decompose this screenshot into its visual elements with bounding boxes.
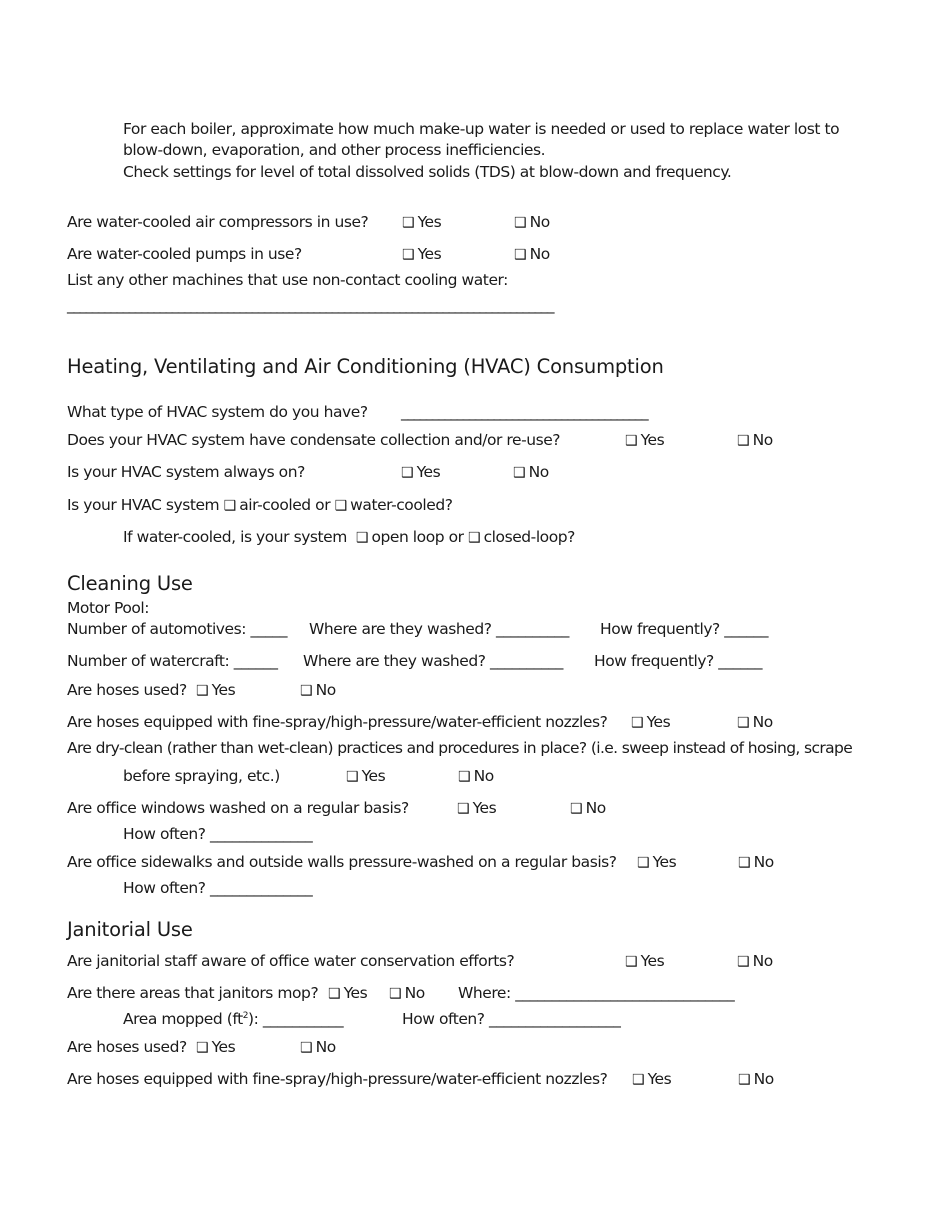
checkbox-icon[interactable]: ❑: [738, 1072, 751, 1088]
yes-label: Yes: [640, 431, 665, 449]
q-hvac-always-on-yes[interactable]: [401, 463, 440, 482]
q-dryclean-line-2: before spraying, etc.): [123, 767, 280, 785]
checkbox-icon[interactable]: ❑: [355, 530, 369, 546]
checkbox-icon[interactable]: ❑: [625, 433, 638, 449]
checkbox-icon[interactable]: ❑: [468, 530, 481, 546]
no-label: No: [528, 463, 549, 481]
q-janitorial-aware-no[interactable]: [737, 952, 773, 971]
checkbox-icon[interactable]: ❑: [196, 1040, 209, 1056]
q-mop: Are there areas that janitors mop?: [67, 984, 319, 1002]
area-mopped-prefix: Area mopped (ft: [123, 1010, 243, 1028]
q-compressors: Are water-cooled air compressors in use?: [67, 213, 369, 231]
closed-loop-label: closed-loop?: [483, 528, 575, 546]
yes-label: Yes: [647, 1070, 672, 1088]
q-pumps-no[interactable]: [514, 245, 550, 264]
checkbox-icon[interactable]: ❑: [514, 215, 527, 231]
q-compressors-no[interactable]: [514, 213, 550, 232]
yes-label: Yes: [211, 681, 236, 699]
yes-label: Yes: [211, 1038, 236, 1056]
no-label: No: [529, 245, 550, 263]
air-cooled-label: air-cooled or: [239, 496, 331, 514]
q-automotives-frequency[interactable]: How frequently? ______: [600, 620, 769, 638]
q-windows-yes[interactable]: [457, 799, 496, 818]
cleaning-heading: Cleaning Use: [67, 572, 193, 595]
checkbox-icon[interactable]: ❑: [401, 465, 414, 481]
option-air-cooled[interactable]: [224, 496, 330, 515]
checkbox-icon[interactable]: ❑: [738, 855, 751, 871]
checkbox-icon[interactable]: ❑: [457, 801, 470, 817]
q-windows: Are office windows washed on a regular basis?: [67, 799, 409, 817]
no-label: No: [404, 984, 425, 1002]
checkbox-icon[interactable]: ❑: [737, 715, 750, 731]
q-cleaning-hoses-yes[interactable]: [196, 681, 235, 700]
no-label: No: [585, 799, 606, 817]
no-label: No: [752, 431, 773, 449]
q-hvac-cooled-prefix: Is your HVAC system: [67, 496, 220, 514]
no-label: No: [315, 1038, 336, 1056]
no-label: No: [753, 853, 774, 871]
intro-line-2: blow-down, evaporation, and other process inefficiencies.: [123, 141, 546, 159]
checkbox-icon[interactable]: ❑: [625, 954, 638, 970]
no-label: No: [752, 713, 773, 731]
yes-label: Yes: [416, 463, 441, 481]
q-janitorial-nozzles-yes[interactable]: [632, 1070, 671, 1089]
checkbox-icon[interactable]: ❑: [458, 769, 471, 785]
q-janitorial-aware-yes[interactable]: [625, 952, 664, 971]
q-janitorial-hoses-no[interactable]: [300, 1038, 336, 1057]
q-compressors-yes[interactable]: [402, 213, 441, 232]
area-mopped-suffix: ): ___________: [248, 1010, 344, 1028]
q-area-how-often[interactable]: How often? __________________: [402, 1010, 621, 1028]
q-sidewalks-yes[interactable]: [637, 853, 676, 872]
q-cleaning-hoses-no[interactable]: [300, 681, 336, 700]
yes-label: Yes: [343, 984, 368, 1002]
q-hvac-always-on: Is your HVAC system always on?: [67, 463, 305, 481]
checkbox-icon[interactable]: ❑: [637, 855, 650, 871]
q-dryclean-no[interactable]: [458, 767, 494, 786]
checkbox-icon[interactable]: ❑: [300, 1040, 313, 1056]
q-windows-no[interactable]: [570, 799, 606, 818]
q-cleaning-nozzles: Are hoses equipped with fine-spray/high-pressure/water-efficient nozzles?: [67, 713, 608, 731]
yes-label: Yes: [361, 767, 386, 785]
checkbox-icon[interactable]: ❑: [402, 215, 415, 231]
q-watercraft-where[interactable]: Where are they washed? __________: [303, 652, 563, 670]
q-dryclean-line-1: Are dry-clean (rather than wet-clean) practices and procedures in place? (i.e. sweep instead of hosing, scrape: [67, 739, 853, 757]
no-label: No: [473, 767, 494, 785]
checkbox-icon[interactable]: ❑: [389, 986, 402, 1002]
q-mop-where[interactable]: Where: ______________________________: [458, 984, 735, 1002]
no-label: No: [752, 952, 773, 970]
yes-label: Yes: [417, 245, 442, 263]
q-cleaning-hoses: Are hoses used?: [67, 681, 187, 699]
q-janitorial-nozzles-no[interactable]: [738, 1070, 774, 1089]
yes-label: Yes: [472, 799, 497, 817]
hvac-type-blank[interactable]: ________________________________________: [401, 403, 648, 421]
q-hvac-type: What type of HVAC system do you have?: [67, 403, 368, 421]
q-automotives-where[interactable]: Where are they washed? __________: [309, 620, 569, 638]
option-open-loop[interactable]: [356, 528, 464, 547]
q-watercraft[interactable]: Number of watercraft: ______: [67, 652, 278, 670]
water-cooled-label: water-cooled?: [350, 496, 453, 514]
checkbox-icon[interactable]: ❑: [300, 683, 313, 699]
q-sidewalks: Are office sidewalks and outside walls pressure-washed on a regular basis?: [67, 853, 617, 871]
checkbox-icon[interactable]: ❑: [632, 1072, 645, 1088]
q-hvac-cooled: [67, 496, 452, 515]
intro-line-1: For each boiler, approximate how much make-up water is needed or used to replace water lost to: [123, 120, 840, 138]
yes-label: Yes: [652, 853, 677, 871]
checkbox-icon[interactable]: ❑: [737, 954, 750, 970]
yes-label: Yes: [640, 952, 665, 970]
q-pumps-yes[interactable]: [402, 245, 441, 264]
q-janitorial-hoses-yes[interactable]: [196, 1038, 235, 1057]
q-hvac-always-on-no[interactable]: [513, 463, 549, 482]
q-hvac-condensate: Does your HVAC system have condensate collection and/or re-use?: [67, 431, 561, 449]
q-list-machines: List any other machines that use non-contact cooling water:: [67, 271, 508, 289]
checkbox-icon[interactable]: ❑: [334, 498, 348, 514]
q-mop-no[interactable]: [389, 984, 425, 1003]
no-label: No: [315, 681, 336, 699]
q-windows-how-often[interactable]: How often? ______________: [123, 825, 313, 843]
checkbox-icon[interactable]: ❑: [570, 801, 583, 817]
hvac-heading: Heating, Ventilating and Air Conditioning (HVAC) Consumption: [67, 355, 664, 378]
checkbox-icon[interactable]: ❑: [514, 247, 527, 263]
area-mopped-superscript: 2: [242, 1010, 248, 1021]
yes-label: Yes: [646, 713, 671, 731]
checkbox-icon[interactable]: ❑: [402, 247, 415, 263]
q-watercraft-frequency[interactable]: How frequently? ______: [594, 652, 763, 670]
checkbox-icon[interactable]: ❑: [631, 715, 644, 731]
open-loop-label: open loop or: [371, 528, 464, 546]
intro-line-3: Check settings for level of total dissolved solids (TDS) at blow-down and frequency.: [123, 163, 732, 181]
checkbox-icon[interactable]: ❑: [223, 498, 237, 514]
q-janitorial-nozzles: Are hoses equipped with fine-spray/high-pressure/water-efficient nozzles?: [67, 1070, 608, 1088]
q-automotives[interactable]: Number of automotives: _____: [67, 620, 287, 638]
motor-pool-subheading: Motor Pool:: [67, 599, 150, 617]
checkbox-icon[interactable]: ❑: [346, 769, 359, 785]
q-cleaning-nozzles-no[interactable]: [737, 713, 773, 732]
q-hvac-loop: [123, 528, 575, 547]
list-machines-blank[interactable]: _______________________________________________________________________________: [67, 296, 553, 314]
janitorial-heading: Janitorial Use: [67, 918, 193, 941]
q-area-mopped[interactable]: [123, 1010, 343, 1028]
q-mop-yes[interactable]: [328, 984, 367, 1003]
q-hvac-condensate-no[interactable]: [737, 431, 773, 450]
option-closed-loop[interactable]: [468, 528, 575, 547]
q-janitorial-hoses: Are hoses used?: [67, 1038, 187, 1056]
yes-label: Yes: [417, 213, 442, 231]
q-hvac-condensate-yes[interactable]: [625, 431, 664, 450]
q-sidewalks-how-often[interactable]: How often? ______________: [123, 879, 313, 897]
no-label: No: [753, 1070, 774, 1088]
q-janitorial-aware: Are janitorial staff aware of office water conservation efforts?: [67, 952, 515, 970]
q-sidewalks-no[interactable]: [738, 853, 774, 872]
option-water-cooled[interactable]: [335, 496, 453, 515]
q-dryclean-yes[interactable]: [346, 767, 385, 786]
checkbox-icon[interactable]: ❑: [513, 465, 526, 481]
q-hvac-loop-prefix: If water-cooled, is your system: [123, 528, 347, 546]
checkbox-icon[interactable]: ❑: [328, 986, 341, 1002]
q-cleaning-nozzles-yes[interactable]: [631, 713, 670, 732]
q-pumps: Are water-cooled pumps in use?: [67, 245, 302, 263]
checkbox-icon[interactable]: ❑: [737, 433, 750, 449]
checkbox-icon[interactable]: ❑: [196, 683, 209, 699]
no-label: No: [529, 213, 550, 231]
